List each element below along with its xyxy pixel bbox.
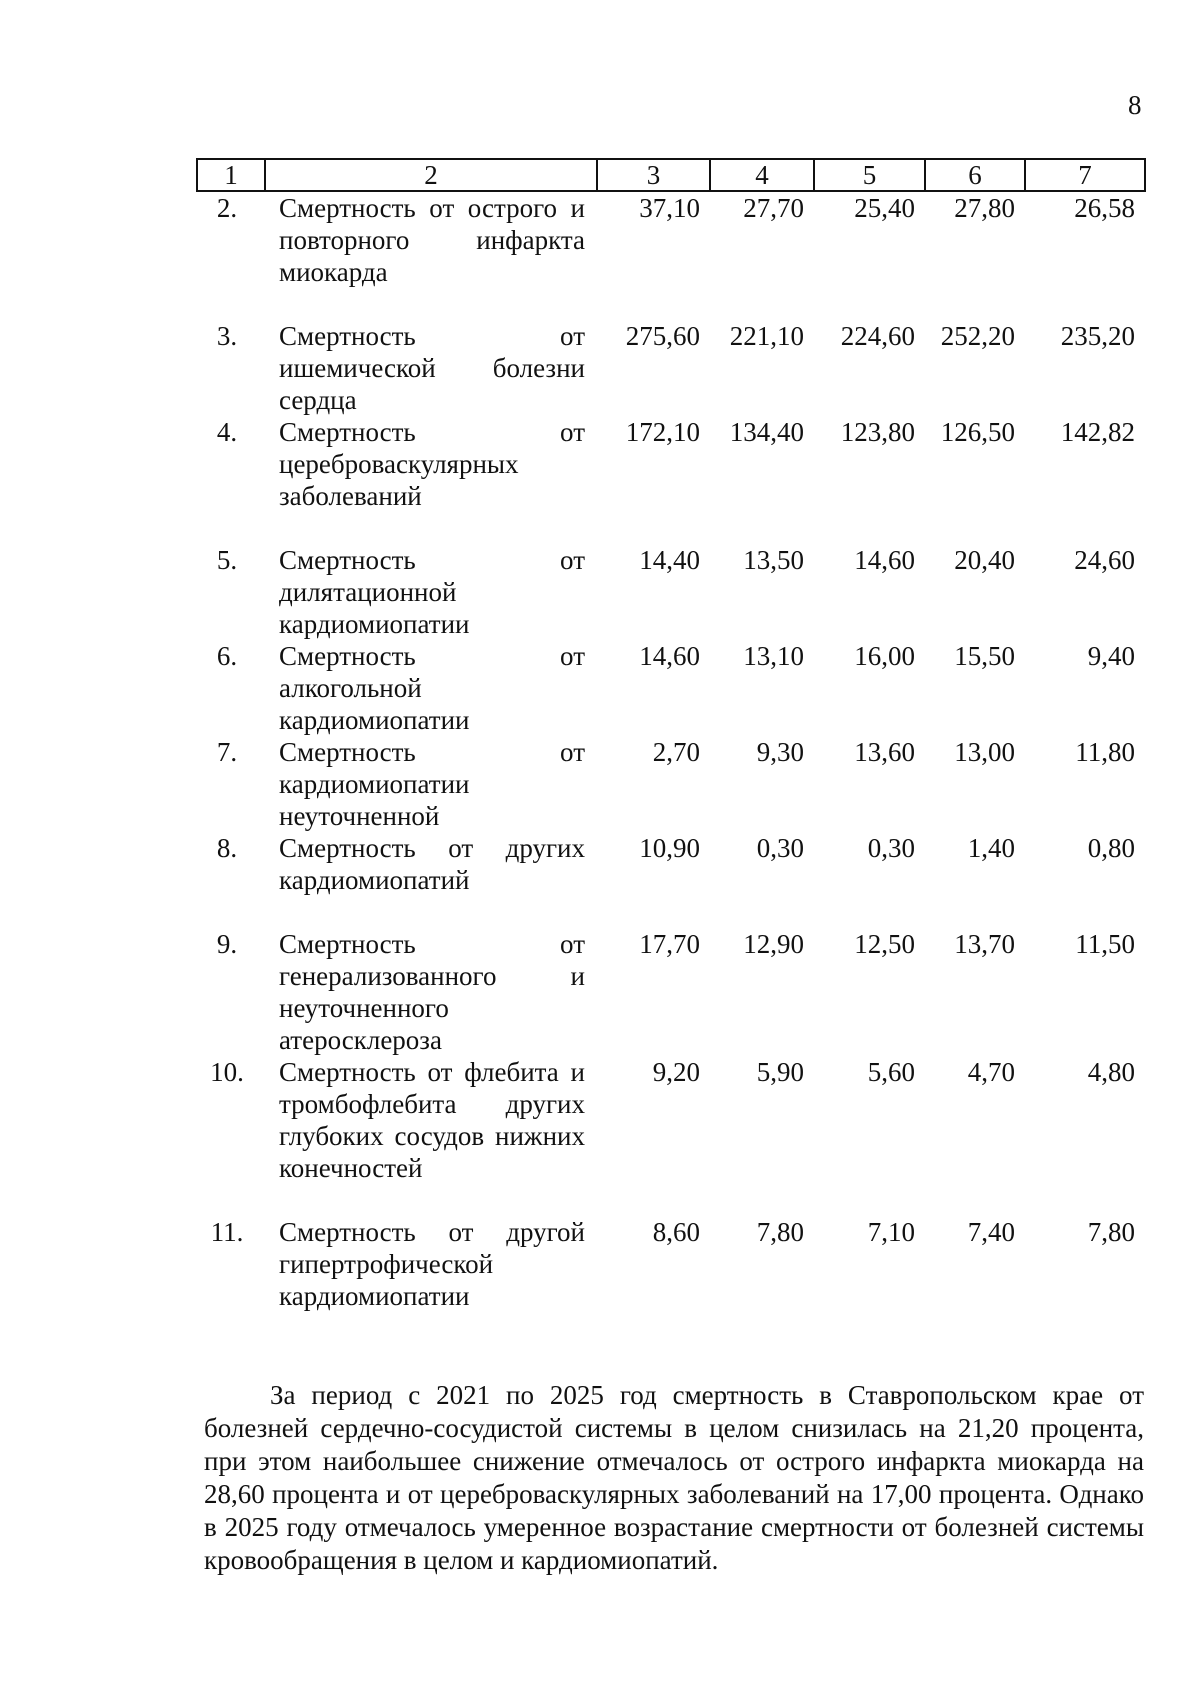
value-cell: 5,60 [867, 1057, 915, 1087]
value-cell: 9,30 [756, 737, 804, 767]
indicator-name: Смертность от ишемической болезни сердца [279, 321, 585, 415]
row-number: 11. [210, 1217, 244, 1247]
indicator-name: Смертность от других кардиомиопатий [279, 833, 585, 895]
value-cell: 0,30 [756, 833, 804, 863]
value-cell: 13,00 [954, 737, 1015, 767]
value-cell: 235,20 [1060, 321, 1135, 351]
value-cell: 126,50 [940, 417, 1015, 447]
value-cell: 13,50 [743, 545, 804, 575]
page-number: 8 [1128, 90, 1142, 120]
row-number: 10. [210, 1057, 244, 1087]
table-row [197, 1216, 1145, 1312]
table-row [197, 320, 1145, 416]
row-number: 3. [216, 321, 238, 351]
row-number: 8. [216, 833, 238, 863]
value-cell: 15,50 [954, 641, 1015, 671]
value-cell: 14,40 [639, 545, 700, 575]
value-cell: 24,60 [1074, 545, 1135, 575]
table-row [197, 416, 1145, 544]
value-cell: 7,40 [967, 1217, 1015, 1247]
value-cell: 8,60 [652, 1217, 700, 1247]
indicator-name: Смертность от генерализованного и неуточненного атеросклероза [279, 929, 585, 1055]
value-cell: 13,70 [954, 929, 1015, 959]
value-cell: 252,20 [940, 321, 1015, 351]
row-number: 6. [216, 641, 238, 671]
value-cell: 16,00 [854, 641, 915, 671]
indicator-name: Смертность от дилятационной кардиомиопатии [279, 545, 585, 639]
value-cell: 4,80 [1087, 1057, 1135, 1087]
column-header: 5 [814, 159, 925, 191]
value-cell: 7,80 [756, 1217, 804, 1247]
indicator-name: Смертность от другой гипертрофической кардиомиопатии [279, 1217, 585, 1311]
value-cell: 37,10 [639, 193, 700, 223]
value-cell: 0,80 [1087, 833, 1135, 863]
value-cell: 9,40 [1087, 641, 1135, 671]
table-row [197, 736, 1145, 832]
indicator-name: Смертность от кардиомиопатии неуточненной [279, 737, 585, 831]
value-cell: 27,80 [954, 193, 1015, 223]
mortality-table [196, 158, 1146, 1312]
value-cell: 26,58 [1074, 193, 1135, 223]
column-header: 3 [597, 159, 710, 191]
value-cell: 224,60 [840, 321, 915, 351]
row-number: 5. [216, 545, 238, 575]
column-header: 6 [925, 159, 1025, 191]
row-number: 2. [216, 193, 238, 223]
indicator-name: Смертность от острого и повторного инфаркта миокарда [279, 193, 585, 287]
value-cell: 12,90 [743, 929, 804, 959]
value-cell: 134,40 [729, 417, 804, 447]
value-cell: 275,60 [625, 321, 700, 351]
table-row [197, 1056, 1145, 1216]
table-row [197, 544, 1145, 640]
value-cell: 1,40 [967, 833, 1015, 863]
value-cell: 142,82 [1060, 417, 1135, 447]
value-cell: 11,50 [1075, 929, 1135, 959]
column-header: 1 [197, 159, 265, 191]
value-cell: 2,70 [652, 737, 700, 767]
value-cell: 13,10 [743, 641, 804, 671]
indicator-name: Смертность от алкогольной кардиомиопатии [279, 641, 585, 735]
value-cell: 123,80 [840, 417, 915, 447]
table-row [197, 832, 1145, 928]
value-cell: 10,90 [639, 833, 700, 863]
indicator-name: Смертность от цереброваскулярных заболеваний [279, 417, 585, 511]
value-cell: 20,40 [954, 545, 1015, 575]
value-cell: 27,70 [743, 193, 804, 223]
value-cell: 172,10 [625, 417, 700, 447]
value-cell: 7,10 [867, 1217, 915, 1247]
value-cell: 221,10 [729, 321, 804, 351]
value-cell: 12,50 [854, 929, 915, 959]
value-cell: 17,70 [639, 929, 700, 959]
value-cell: 25,40 [854, 193, 915, 223]
table-row [197, 640, 1145, 736]
summary-paragraph: За период с 2021 по 2025 год смертность в Ставропольском крае от болезней сердечно-сосудистой системы в целом снизилась на 21,20 процента, при этом наибольшее снижение отмечалось от острого инфаркта миокарда на 28,60 процента и от цереброваскулярных заболеваний на 17,00 процента. Однако в 2025 году отмечалось умеренное возрастание смертности от болезней системы кровообращения в целом и кардиомиопатий. [204, 1380, 1144, 1575]
column-header: 7 [1025, 159, 1145, 191]
value-cell: 14,60 [854, 545, 915, 575]
value-cell: 9,20 [652, 1057, 700, 1087]
row-number: 9. [216, 929, 238, 959]
row-number: 7. [216, 737, 238, 767]
value-cell: 0,30 [867, 833, 915, 863]
table-row [197, 191, 1145, 320]
value-cell: 11,80 [1075, 737, 1135, 767]
row-number: 4. [216, 417, 238, 447]
value-cell: 5,90 [756, 1057, 804, 1087]
column-header: 4 [710, 159, 814, 191]
value-cell: 4,70 [967, 1057, 1015, 1087]
table-row [197, 928, 1145, 1056]
column-header: 2 [265, 159, 597, 191]
indicator-name: Смертность от флебита и тромбофлебита других глубоких сосудов нижних конечностей [279, 1057, 585, 1183]
value-cell: 13,60 [854, 737, 915, 767]
value-cell: 7,80 [1087, 1217, 1135, 1247]
value-cell: 14,60 [639, 641, 700, 671]
table-header-row [197, 159, 1145, 191]
